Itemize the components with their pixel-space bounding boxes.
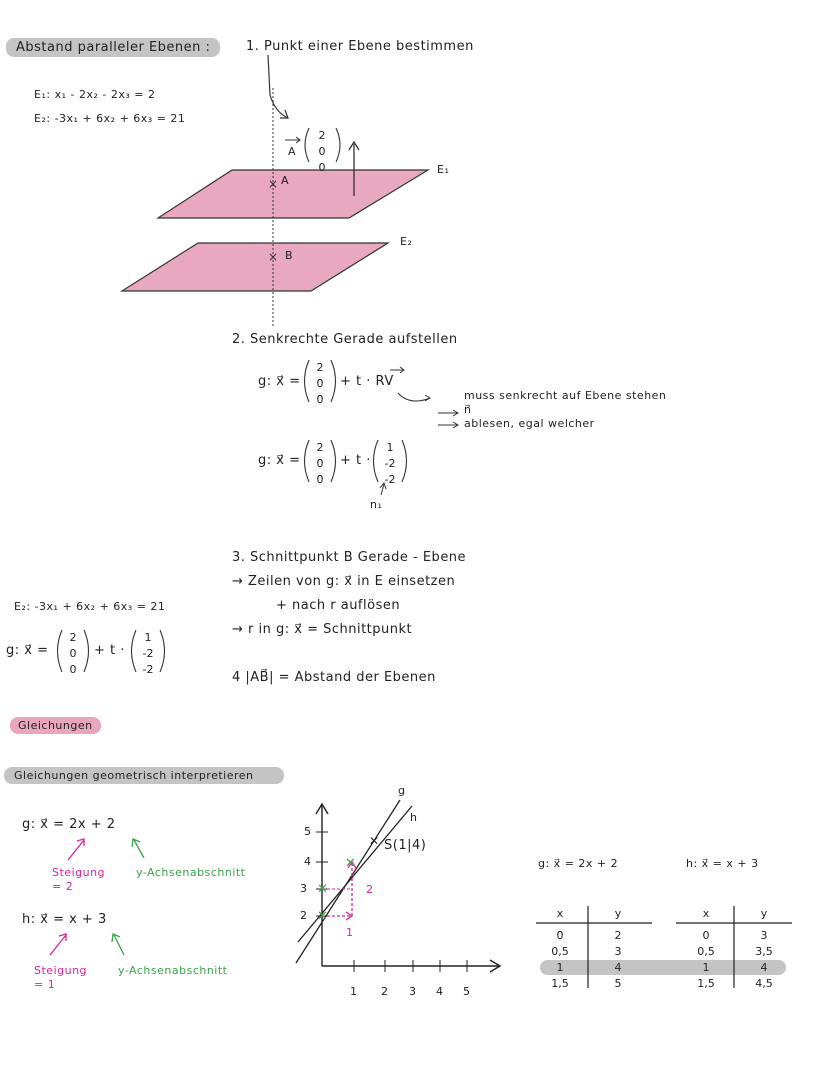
table-g-y-col: y 2 3 4 5 xyxy=(614,907,622,990)
x-tick-4: 4 xyxy=(436,985,444,998)
step-run-label: 1 xyxy=(346,926,354,939)
g1-base-vector: 2 0 0 xyxy=(316,361,324,406)
table-g-title: g: x⃗ = 2x + 2 xyxy=(538,857,619,870)
equation-e1: E₁: x₁ - 2x₂ - 2x₃ = 2 xyxy=(34,88,156,101)
svg-text:✕: ✕ xyxy=(369,834,380,848)
step4-line: 4 |AB⃗| = Abstand der Ebenen xyxy=(232,670,436,685)
h-equation: h: x⃗ = x + 3 xyxy=(22,912,107,927)
repeat-g-base: 2 0 0 xyxy=(69,631,77,676)
repeat-g-mid: + t · xyxy=(94,643,125,658)
svg-text:×: × xyxy=(268,177,279,191)
svg-text:✕: ✕ xyxy=(317,909,328,924)
graph-label-g: g xyxy=(398,784,406,797)
n1-label: n₁ xyxy=(370,498,383,511)
step-rise-label: 2 xyxy=(366,883,374,896)
graph-label-h: h xyxy=(410,811,418,824)
plane-e2-label: E₂ xyxy=(400,235,413,248)
x-tick-2: 2 xyxy=(381,985,389,998)
table-g-x-col: x 0 0,5 1 1,5 xyxy=(551,907,569,990)
x-tick-5: 5 xyxy=(463,985,471,998)
equation-e2: E₂: -3x₁ + 6x₂ + 6x₃ = 21 xyxy=(34,112,186,125)
y-tick-5: 5 xyxy=(304,825,312,838)
svg-text:✕: ✕ xyxy=(317,882,328,897)
h-slope-label: Steigung xyxy=(34,964,88,977)
vector-a-values: 2 0 0 xyxy=(318,129,326,174)
point-b-label: B xyxy=(285,249,294,262)
step3-title: 3. Schnittpunkt B Gerade - Ebene xyxy=(232,550,467,565)
table-h-y-col: y 3 3,5 4 4,5 xyxy=(755,907,773,990)
step3-line2: + nach r auflösen xyxy=(276,598,401,613)
step2-title: 2. Senkrechte Gerade aufstellen xyxy=(232,332,458,347)
step3-line3: → r in g: x⃗ = Schnittpunkt xyxy=(232,622,413,637)
g1-suffix: + t · RV xyxy=(340,374,394,389)
y-tick-3: 3 xyxy=(300,882,308,895)
point-a-label: A xyxy=(281,174,290,187)
y-tick-4: 4 xyxy=(304,855,312,868)
repeat-g-dir: 1 -2 -2 xyxy=(142,631,154,676)
note-read-off: ablesen, egal welcher xyxy=(464,417,595,430)
step1-title: 1. Punkt einer Ebene bestimmen xyxy=(246,39,474,54)
table-h-title: h: x⃗ = x + 3 xyxy=(686,857,759,870)
svg-text:✕: ✕ xyxy=(345,856,356,871)
g2-base-vector: 2 0 0 xyxy=(316,441,324,486)
g-slope-label: Steigung xyxy=(52,866,106,879)
h-intercept-label: y-Achsenabschnitt xyxy=(118,964,228,977)
intersection-label: S(1|4) xyxy=(384,838,427,853)
table-h-x-col: x 0 0,5 1 1,5 xyxy=(697,907,715,990)
g2-prefix: g: x⃗ = xyxy=(258,453,301,468)
topic-tag: Abstand paralleler Ebenen : xyxy=(6,38,220,57)
y-tick-2: 2 xyxy=(300,909,308,922)
repeat-e2: E₂: -3x₁ + 6x₂ + 6x₃ = 21 xyxy=(14,600,166,613)
section-subtag: Gleichungen geometrisch interpretieren xyxy=(4,767,284,784)
g2-direction-vector: 1 -2 -2 xyxy=(384,441,396,486)
svg-text:×: × xyxy=(268,250,279,264)
note-perpendicular: muss senkrecht auf Ebene stehen xyxy=(464,389,667,402)
x-tick-3: 3 xyxy=(409,985,417,998)
vector-a-label: A xyxy=(288,145,297,158)
x-tick-1: 1 xyxy=(350,985,358,998)
section-tag-gleichungen: Gleichungen xyxy=(10,717,101,734)
g-intercept-label: y-Achsenabschnitt xyxy=(136,866,246,879)
g1-prefix: g: x⃗ = xyxy=(258,374,301,389)
repeat-g-prefix: g: x⃗ = xyxy=(6,643,49,658)
g2-mid: + t · xyxy=(340,453,371,468)
g-slope-value: = 2 xyxy=(52,880,74,893)
h-slope-value: = 1 xyxy=(34,978,56,991)
step3-line1: → Zeilen von g: x⃗ in E einsetzen xyxy=(232,574,456,589)
g-equation: g: x⃗ = 2x + 2 xyxy=(22,817,116,832)
plane-e1-label: E₁ xyxy=(437,163,450,176)
note-normal: n⃗ xyxy=(464,403,472,416)
